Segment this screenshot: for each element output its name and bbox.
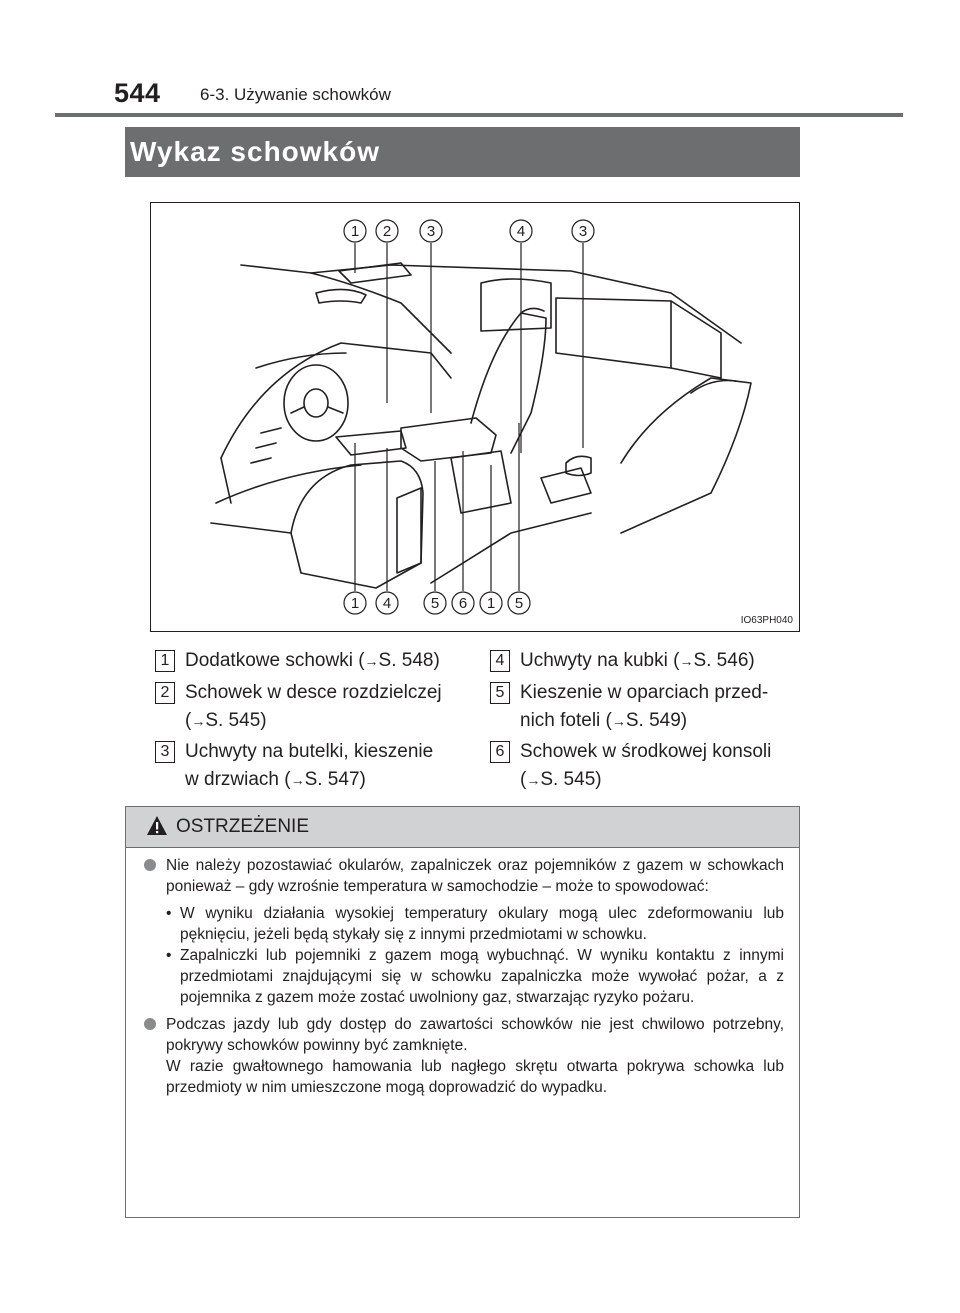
svg-text:1: 1 bbox=[350, 595, 360, 612]
legend-item-5 bbox=[490, 679, 810, 739]
warning-paragraph: Nie należy pozostawiać okularów, zapalniczek oraz pojemników z gazem w schowkach ponieważ – gdy wzrośnie temperatura w samochodzie – może to spowodować: • W wyniku działania wysokiej temperatury okulary mogą ulec zdeformowaniu lub pęknięciu, jeżeli będą stykały się z innymi przedmiotami w schowku. • Zapalniczki lub pojemniki z gazem mogą wybuchnąć. W wyniku kontaktu z innymi przedmiotami znajdującymi się w schowku zapalniczka może wywołać pożar, a z pojemnika z gazem może zostać uwolniony gaz, stwarzając ryzyko pożaru. bbox=[144, 855, 784, 1008]
legend-text: Uchwyty na kubki (→S. 546) bbox=[520, 650, 755, 671]
legend-number: 5 bbox=[490, 682, 510, 704]
callout-bottom-1a bbox=[344, 592, 366, 614]
callout-bottom-6 bbox=[452, 592, 474, 614]
legend-number: 6 bbox=[490, 741, 510, 763]
callout-bottom-5b bbox=[508, 592, 530, 614]
page-number: 544 bbox=[114, 78, 161, 108]
arrow-icon: → bbox=[191, 713, 206, 729]
car-interior-drawing bbox=[151, 203, 800, 632]
svg-text:4: 4 bbox=[382, 595, 392, 612]
warning-subitem: • Zapalniczki lub pojemniki z gazem mogą wybuchnąć. W wyniku kontaktu z innymi przedmiotami znajdującymi się w schowku zapalniczka może wywołać pożar, a z pojemnika z gazem może zostać uwolniony gaz, stwarzając ryzyko pożaru. bbox=[166, 947, 784, 1006]
figure-code: IO63PH040 bbox=[740, 615, 793, 626]
callout-bottom-1b bbox=[480, 592, 502, 614]
warning-header bbox=[126, 807, 799, 848]
svg-text:2: 2 bbox=[382, 223, 392, 240]
legend-number: 2 bbox=[155, 682, 175, 704]
callout-top-2 bbox=[376, 220, 398, 242]
arrow-icon: → bbox=[526, 772, 541, 788]
bullet-icon bbox=[144, 1018, 156, 1030]
legend-number: 1 bbox=[155, 650, 175, 672]
section-breadcrumb: 6-3. Używanie schowków bbox=[200, 85, 391, 104]
arrow-icon: → bbox=[679, 653, 694, 669]
warning-body bbox=[144, 855, 784, 1104]
legend-item-6 bbox=[490, 738, 810, 798]
legend-number: 4 bbox=[490, 650, 510, 672]
legend-number: 3 bbox=[155, 741, 175, 763]
legend-text: Uchwyty na butelki, kieszenie w drzwiach (→S. 547) bbox=[185, 741, 434, 790]
svg-text:1: 1 bbox=[350, 223, 360, 240]
callout-top-3b bbox=[572, 220, 594, 242]
legend-text: Schowek w desce rozdzielczej (→S. 545) bbox=[185, 682, 442, 731]
callout-bottom-5a bbox=[424, 592, 446, 614]
svg-text:4: 4 bbox=[516, 223, 526, 240]
svg-text:1: 1 bbox=[486, 595, 496, 612]
arrow-icon: → bbox=[611, 713, 626, 729]
legend-text: Schowek w środkowej konsoli (→S. 545) bbox=[520, 741, 772, 790]
legend-text: Dodatkowe schowki (→S. 548) bbox=[185, 650, 440, 671]
header-divider bbox=[55, 113, 903, 117]
legend-item-4 bbox=[490, 647, 810, 677]
section-title: Wykaz schowków bbox=[125, 127, 800, 177]
svg-text:3: 3 bbox=[578, 223, 588, 240]
bullet-icon bbox=[144, 859, 156, 871]
warning-paragraph: Podczas jazdy lub gdy dostęp do zawartości schowków nie jest chwilowo potrzebny, pokrywy schowków powinny być zamknięte. W razie gwałtownego hamowania lub nagłego skrętu otwarta pokrywa schowka lub przedmioty w nim umieszczone mogą doprowadzić do wypadku. bbox=[144, 1014, 784, 1098]
svg-text:3: 3 bbox=[426, 223, 436, 240]
legend-item-1 bbox=[155, 647, 475, 677]
legend-item-2 bbox=[155, 679, 475, 739]
callout-top-3a bbox=[420, 220, 442, 242]
warning-subitem: • W wyniku działania wysokiej temperatury okulary mogą ulec zdeformowaniu lub pęknięciu, jeżeli będą stykały się z innymi przedmiotami w schowku. bbox=[166, 905, 784, 943]
warning-title: OSTRZEŻENIE bbox=[176, 816, 310, 837]
arrow-icon: → bbox=[290, 772, 305, 788]
svg-text:5: 5 bbox=[430, 595, 440, 612]
legend-text: Kieszenie w oparciach przed- nich foteli (→S. 549) bbox=[520, 682, 769, 731]
warning-triangle-icon bbox=[146, 815, 168, 837]
svg-text:6: 6 bbox=[458, 595, 468, 612]
arrow-icon: → bbox=[364, 653, 379, 669]
callout-top-4 bbox=[510, 220, 532, 242]
callout-top-1 bbox=[344, 220, 366, 242]
callout-bottom-4 bbox=[376, 592, 398, 614]
interior-illustration bbox=[150, 202, 800, 632]
svg-text:5: 5 bbox=[514, 595, 524, 612]
legend-item-3 bbox=[155, 738, 475, 798]
warning-box bbox=[125, 806, 800, 1218]
